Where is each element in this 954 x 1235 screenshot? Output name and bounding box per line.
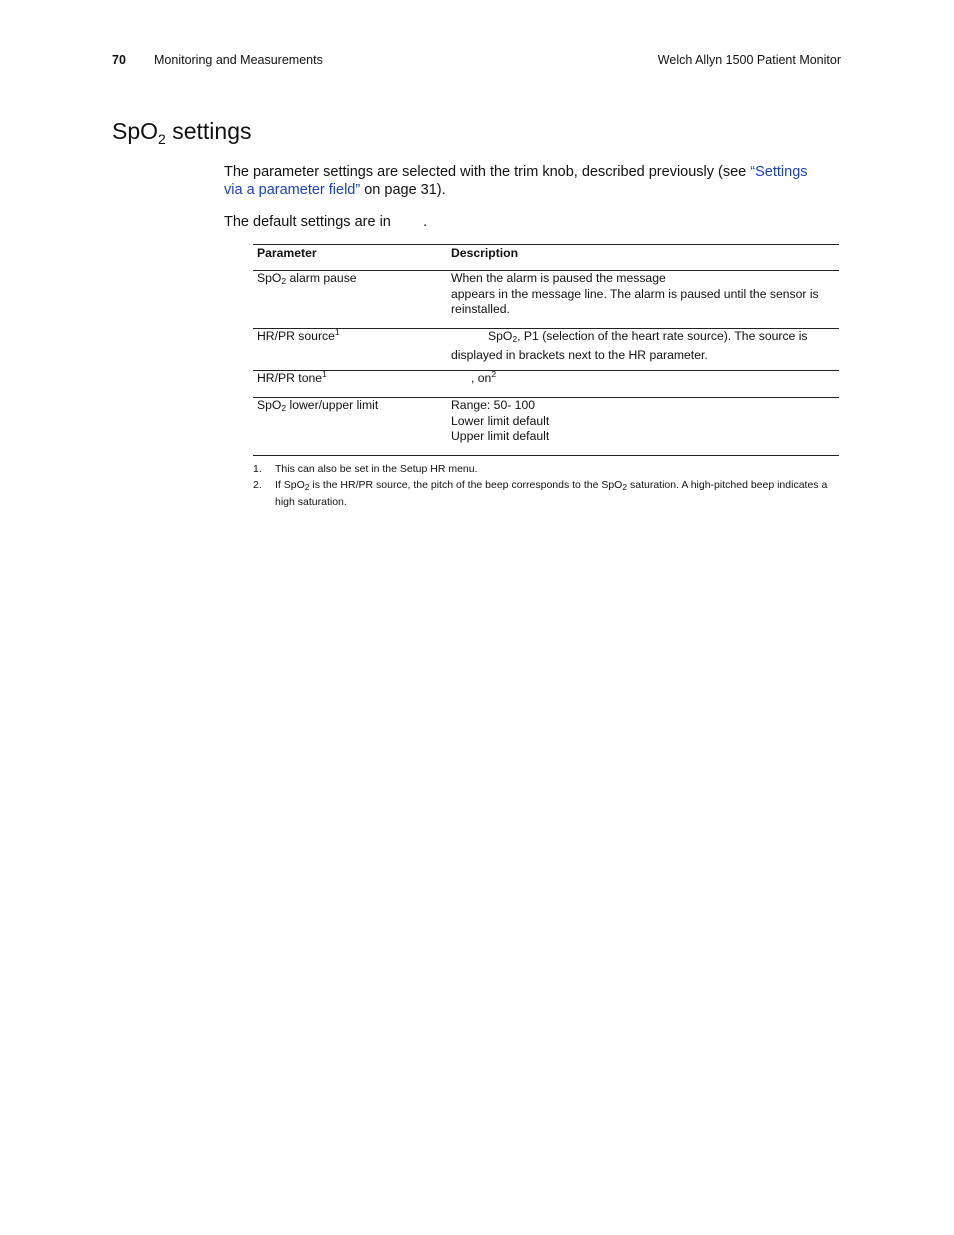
table-cell-parameter: SpO$_2$ lower/upper limit (253, 398, 447, 456)
table-row (253, 271, 839, 329)
table-row (253, 329, 839, 371)
settings-table (253, 244, 839, 456)
page-heading: SpO$_2$ settings (112, 118, 252, 147)
page-number: 70 (112, 53, 126, 67)
section-title: Monitoring and Measurements (154, 53, 323, 67)
table-row (253, 371, 839, 398)
defaults-paragraph: The default settings are in . (224, 214, 428, 230)
table-header-parameter: Parameter (253, 245, 447, 271)
table-cell-description: When the alarm is paused the message appears in the message line. The alarm is paused until the sensor is reinstalled. (447, 271, 839, 329)
table-cell-description: SpO$_2$, P1 (selection of the heart rate source). The source is displayed in brackets next to the HR parameter. (447, 329, 839, 371)
settings-link[interactable]: “Settings via a parameter field” (224, 164, 808, 198)
intro-paragraph: The parameter settings are selected with the trim knob, described previously (see “Settings via a parameter field” on page 31). (224, 164, 808, 198)
table-cell-parameter: SpO$_2$ alarm pause (253, 271, 447, 329)
table-cell-description: , $on^2$ (447, 371, 839, 398)
table-row (253, 398, 839, 456)
table-header-description: Description (447, 245, 839, 271)
document-title: Welch Allyn 1500 Patient Monitor (657, 53, 841, 67)
table-cell-description: Range: 50- 100 Lower limit default Upper limit default (447, 398, 839, 456)
table-cell-parameter: HR/PR source$^1$ (253, 329, 447, 371)
table-cell-parameter: HR/PR tone$^1$ (253, 371, 447, 398)
